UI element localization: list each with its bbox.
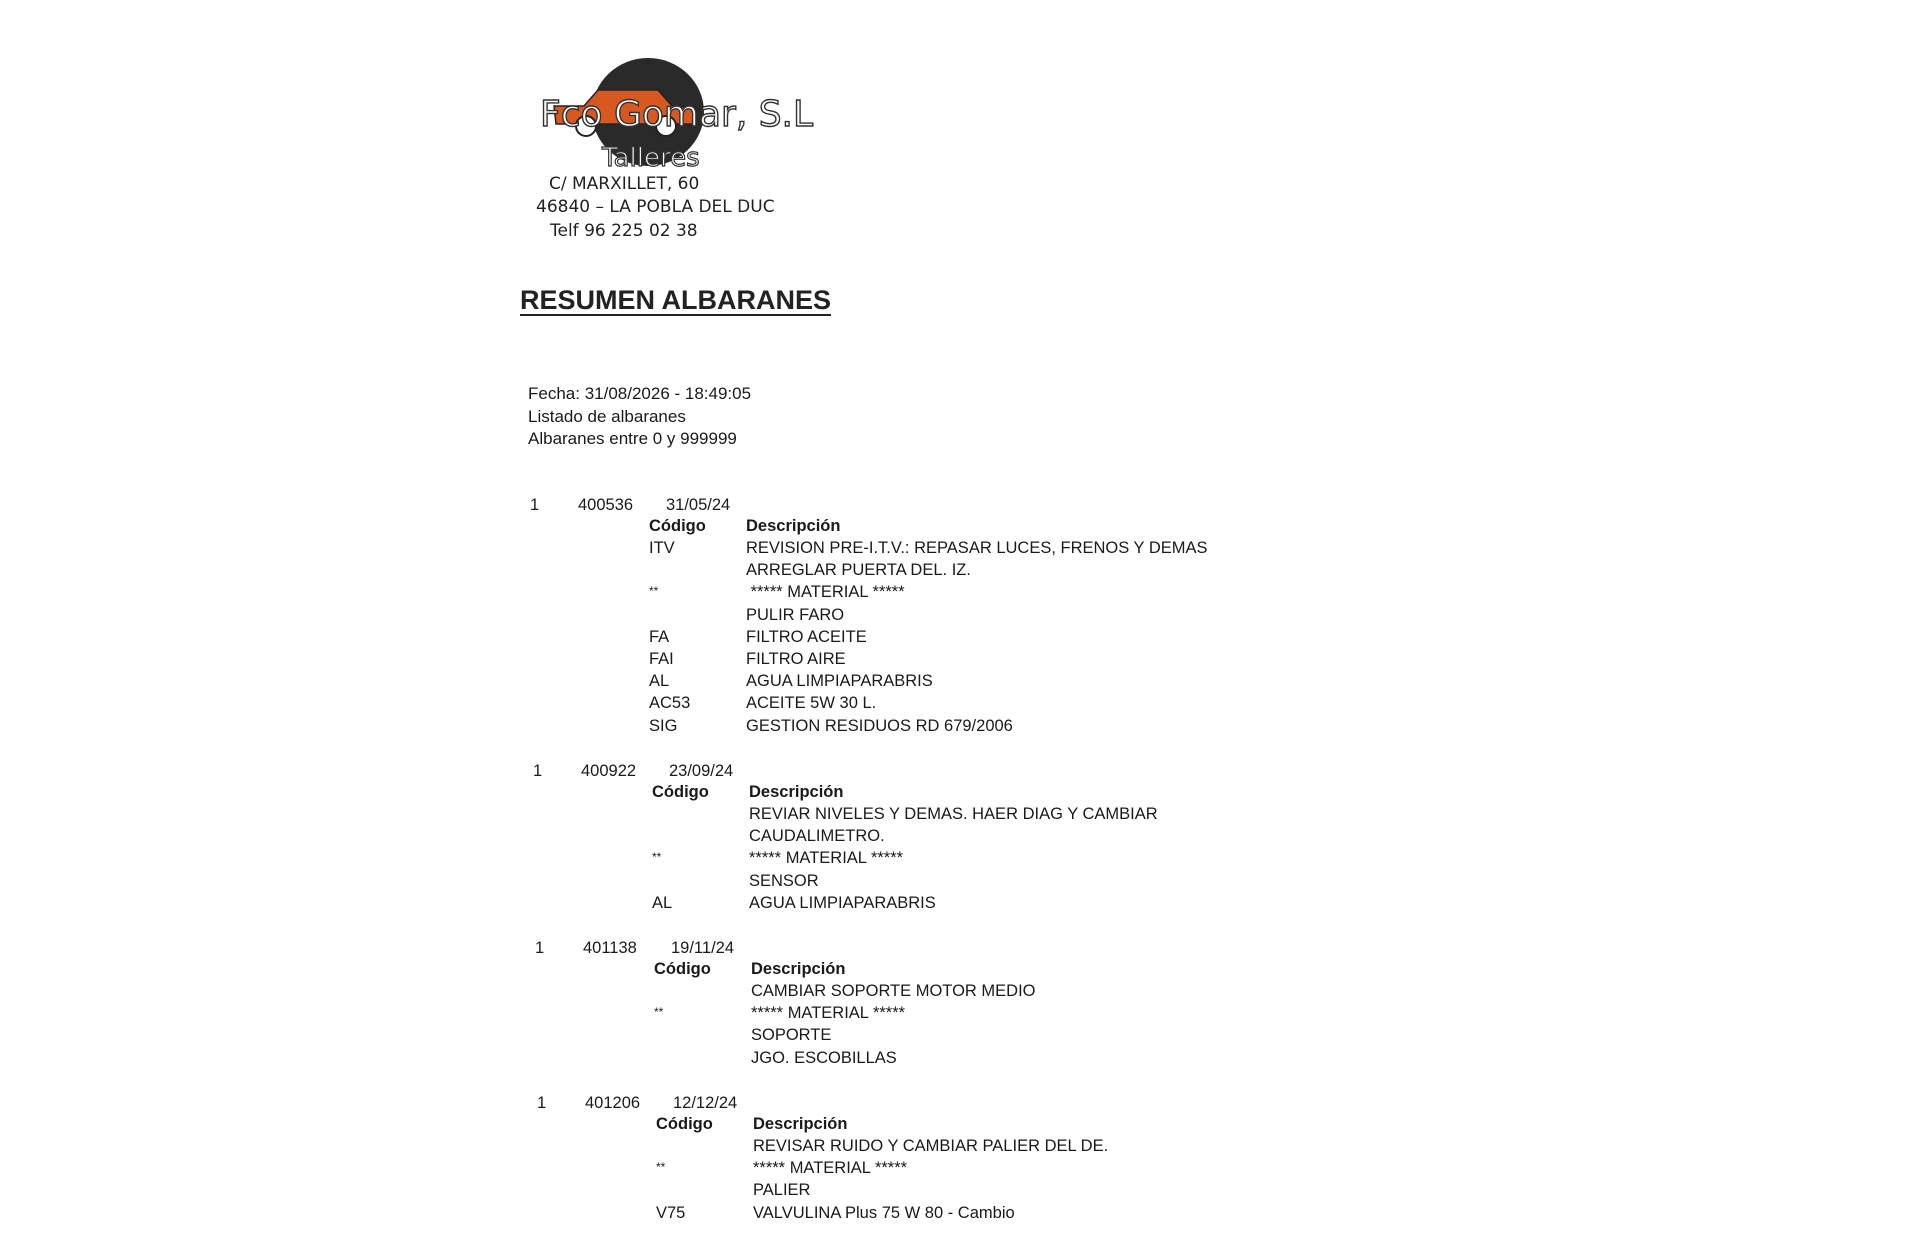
logo-graphic <box>536 56 826 174</box>
line-description: FILTRO AIRE <box>746 650 846 668</box>
order-date: 31/05/24 <box>666 496 731 514</box>
phone: Telf 96 225 02 38 <box>550 221 698 241</box>
line-code: AL <box>649 672 670 691</box>
line-description: FILTRO ACEITE <box>746 627 867 646</box>
line-code: FA <box>649 627 670 646</box>
order-date: 23/09/24 <box>669 762 734 780</box>
order-line-number: 1 <box>535 939 545 957</box>
line-description: ***** MATERIAL ***** <box>753 1159 908 1178</box>
line-description: AGUA LIMPIAPARABRIS <box>749 893 936 912</box>
company-logo <box>536 56 826 174</box>
report-range: Albaranes entre 0 y 999999 <box>528 429 737 448</box>
address-street: C/ MARXILLET, 60 <box>549 174 700 194</box>
order-albaran-number: 401138 <box>583 939 637 957</box>
line-code: AC53 <box>649 694 691 713</box>
order-line-number: 1 <box>537 1094 547 1112</box>
line-description: SENSOR <box>749 871 819 890</box>
column-header-code: Código <box>654 960 711 978</box>
address-city: 46840 – LA POBLA DEL DUC <box>536 197 775 217</box>
line-description: JGO. ESCOBILLAS <box>751 1048 897 1067</box>
column-header-description: Descripción <box>751 960 846 978</box>
report-meta <box>528 383 751 451</box>
svg-text:Fco Gomar, S.L: Fco Gomar, S.L <box>540 94 814 135</box>
line-code: V75 <box>656 1203 686 1222</box>
order-albaran-number: 400922 <box>581 762 637 780</box>
line-code: ** <box>649 584 659 599</box>
line-code: ** <box>654 1005 664 1020</box>
line-description: REVIAR NIVELES Y DEMAS. HAER DIAG Y CAMBIAR <box>749 805 1158 823</box>
report-date: Fecha: 31/08/2026 - 18:49:05 <box>528 384 752 403</box>
order-date: 12/12/24 <box>673 1094 738 1112</box>
line-description: ***** MATERIAL ***** <box>751 1004 906 1023</box>
column-header-code: Código <box>652 783 709 801</box>
order-albaran-number: 400536 <box>578 496 634 514</box>
line-description: SOPORTE <box>751 1026 832 1045</box>
line-description: PALIER <box>753 1181 811 1200</box>
line-description: CAUDALIMETRO. <box>749 827 885 846</box>
line-description: ARREGLAR PUERTA DEL. IZ. <box>746 561 971 580</box>
line-description: CAMBIAR SOPORTE MOTOR MEDIO <box>751 982 1036 1000</box>
order-date: 19/11/24 <box>671 939 735 957</box>
report-type: Listado de albaranes <box>528 406 686 426</box>
line-description: ACEITE 5W 30 L. <box>746 694 877 713</box>
order-line-number: 1 <box>533 762 543 780</box>
line-description: VALVULINA Plus 75 W 80 - Cambio <box>753 1203 1015 1222</box>
line-description: AGUA LIMPIAPARABRIS <box>746 672 933 691</box>
order-line-number: 1 <box>530 496 540 514</box>
line-description: GESTION RESIDUOS RD 679/2006 <box>746 716 1013 735</box>
column-header-description: Descripción <box>753 1115 848 1133</box>
line-description: REVISION PRE-I.T.V.: REPASAR LUCES, FRENOS Y DEMAS <box>746 539 1208 557</box>
svg-text:Talleres: Talleres <box>602 143 700 173</box>
line-description: ***** MATERIAL ***** <box>746 583 905 602</box>
line-code: ITV <box>649 539 675 557</box>
line-description: ***** MATERIAL ***** <box>749 849 904 868</box>
column-header-description: Descripción <box>749 783 844 801</box>
line-description: REVISAR RUIDO Y CAMBIAR PALIER DEL DE. <box>753 1137 1109 1155</box>
column-header-description: Descripción <box>746 517 841 535</box>
column-header-code: Código <box>649 517 706 535</box>
line-code: AL <box>652 893 673 912</box>
line-code: ** <box>656 1160 666 1175</box>
order-albaran-number: 401206 <box>585 1094 641 1112</box>
line-code: FAI <box>649 650 674 668</box>
line-code: SIG <box>649 716 678 735</box>
line-code: ** <box>652 850 662 865</box>
column-header-code: Código <box>656 1115 713 1133</box>
page-title: RESUMEN ALBARANES <box>520 285 832 315</box>
line-description: PULIR FARO <box>746 605 845 624</box>
